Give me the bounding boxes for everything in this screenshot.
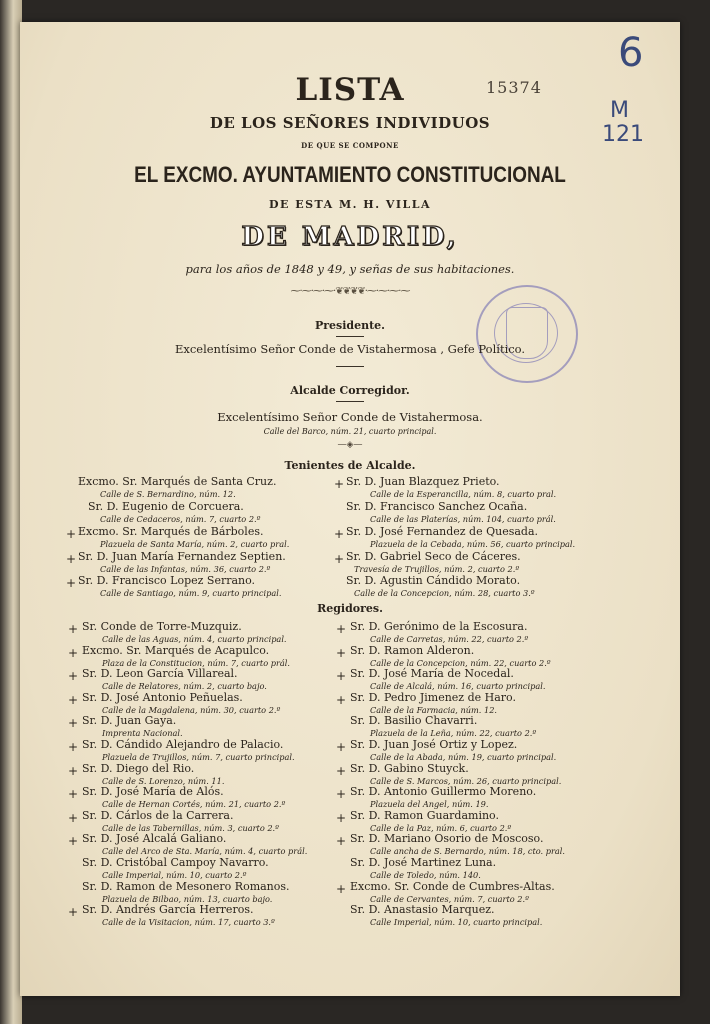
member-address: Plazuela de la Leña, núm. 22, cuarto 2.º xyxy=(370,728,537,739)
cross-mark-icon: + xyxy=(68,692,79,707)
member-address: Calle de las Infantas, núm. 36, cuarto 2.º xyxy=(100,564,271,574)
list-item xyxy=(346,550,521,574)
list-item xyxy=(350,620,528,644)
member-name: Sr. D. Juan Gaya. xyxy=(82,714,177,728)
member-name: Excmo. Sr. Conde de Cumbres-Altas. xyxy=(350,879,555,893)
cross-mark-icon: + xyxy=(336,834,347,849)
list-item xyxy=(78,475,276,499)
regidores-heading: Regidores. xyxy=(317,602,383,615)
list-item xyxy=(82,644,290,668)
accession-number: 15374 xyxy=(486,78,542,97)
member-name: Sr. D. Andrés García Herreros. xyxy=(82,903,254,917)
member-address: Calle de la Visitacion, núm. 17, cuarto 3.º xyxy=(102,917,275,928)
cross-mark-icon: + xyxy=(336,622,347,636)
member-address: Plazuela de Trujillos, núm. 7, cuarto principal. xyxy=(102,752,295,762)
member-name: Sr. D. Cárlos de la Carrera. xyxy=(82,808,234,822)
cross-mark-icon: + xyxy=(334,477,345,491)
member-address: Calle de S. Bernardino, núm. 12. xyxy=(100,489,236,499)
list-item xyxy=(346,475,556,499)
cross-mark-icon: + xyxy=(68,669,79,684)
list-item xyxy=(82,832,307,856)
cross-mark-icon: + xyxy=(334,527,345,541)
president-heading: Presidente. xyxy=(314,319,386,332)
body-name: EL EXCMO. AYUNTAMIENTO CONSTITUCIONAL xyxy=(134,162,566,187)
member-name: Sr. D. Ramon Guardamino. xyxy=(350,808,499,822)
pencil-mark-letter: M xyxy=(610,98,629,123)
cross-mark-icon: + xyxy=(68,834,79,849)
member-address: Plazuela del Angel, núm. 19. xyxy=(370,799,489,810)
member-address: Calle de la Farmacia, núm. 12. xyxy=(370,704,498,715)
title: LISTA xyxy=(295,72,405,108)
member-address: Calle de las Aguas, núm. 4, cuarto principal. xyxy=(102,634,287,644)
cross-mark-icon: + xyxy=(68,622,79,636)
cross-mark-icon: + xyxy=(336,645,347,660)
cross-mark-icon: + xyxy=(68,645,79,660)
list-item xyxy=(82,620,287,644)
member-name: Sr. D. Pedro Jimenez de Haro. xyxy=(350,690,516,704)
member-address: Calle de S. Marcos, núm. 26, cuarto principal. xyxy=(370,775,562,786)
member-address: Plazuela de Bilbao, núm. 13, cuarto bajo. xyxy=(102,893,273,904)
member-address: Calle de las Tabernillas, núm. 3, cuarto 2.º xyxy=(102,822,280,833)
cross-mark-icon: + xyxy=(336,787,347,802)
cross-mark-icon: + xyxy=(334,552,345,566)
divider xyxy=(336,366,364,367)
list-item xyxy=(88,500,261,524)
member-name: Sr. D. Gerónimo de la Escosura. xyxy=(350,620,528,633)
list-item xyxy=(350,880,555,904)
member-address: Calle del Arco de Sta. María, núm. 4, cuarto prál. xyxy=(102,846,308,857)
member-address: Calle de Alcalá, núm. 16, cuarto principal. xyxy=(370,681,546,692)
small-line: DE QUE SE COMPONE xyxy=(301,141,399,150)
library-stamp-icon xyxy=(476,285,578,383)
member-name: Sr. D. José Martinez Luna. xyxy=(350,856,497,869)
list-item xyxy=(78,574,281,598)
member-name: Sr. D. José María de Alós. xyxy=(82,785,224,799)
member-name: Sr. D. Cándido Alejandro de Palacio. xyxy=(82,738,284,751)
cross-mark-icon: + xyxy=(68,810,79,825)
member-address: Calle de las Platerías, núm. 104, cuarto prál. xyxy=(370,514,556,524)
member-name: Sr. D. Francisco Lopez Serrano. xyxy=(78,574,256,587)
subtitle: DE LOS SEÑORES INDIVIDUOS xyxy=(209,114,491,132)
member-name: Sr. D. Juan Blazquez Prieto. xyxy=(346,475,500,488)
member-address: Calle de Relatores, núm. 2, cuarto bajo. xyxy=(102,681,267,692)
member-address: Calle de la Concepcion, núm. 28, cuarto 3.º xyxy=(354,588,535,598)
cross-mark-icon: + xyxy=(66,552,77,566)
list-item xyxy=(78,550,286,574)
member-address: Calle de Hernan Cortés, núm. 21, cuarto 2.º xyxy=(102,799,286,810)
cross-mark-icon: + xyxy=(336,692,347,707)
cross-mark-icon: + xyxy=(336,881,347,896)
member-name: Sr. Conde de Torre-Muzquiz. xyxy=(82,620,242,633)
list-item xyxy=(350,903,542,927)
member-name: Sr. D. Anastasio Marquez. xyxy=(350,903,495,917)
list-item xyxy=(82,856,269,880)
member-name: Sr. D. José María de Nocedal. xyxy=(350,667,514,681)
cross-mark-icon: + xyxy=(336,810,347,825)
member-address: Calle Imperial, núm. 10, cuarto principal. xyxy=(370,917,543,928)
cross-mark-icon: + xyxy=(68,716,79,731)
member-address: Calle de la Abada, núm. 19, cuarto principal. xyxy=(370,752,557,762)
member-name: Sr. D. Gabriel Seco de Cáceres. xyxy=(346,550,521,563)
cross-mark-icon: + xyxy=(68,787,79,802)
list-item xyxy=(82,691,280,715)
list-item xyxy=(82,809,279,833)
member-address: Travesía de Trujillos, núm. 2, cuarto 2.º xyxy=(354,564,520,574)
member-address: Calle de la Esperancilla, núm. 8, cuarto pral. xyxy=(370,489,557,499)
member-address: Calle de la Paz, núm. 6, cuarto 2.º xyxy=(370,822,512,833)
cross-mark-icon: + xyxy=(68,905,79,920)
member-address: Calle Imperial, núm. 10, cuarto 2.º xyxy=(102,870,247,880)
list-item xyxy=(350,714,536,738)
member-name: Sr. D. Ramon de Mesonero Romanos. xyxy=(82,879,290,893)
list-item xyxy=(346,500,556,524)
member-name: Sr. D. Basilio Chavarri. xyxy=(350,714,478,728)
member-address: Calle de Carretas, núm. 22, cuarto 2.º xyxy=(370,634,529,644)
member-name: Sr. D. Agustin Cándido Morato. xyxy=(346,574,521,587)
member-address: Calle de la Magdalena, núm. 30, cuarto 2.º xyxy=(102,704,281,715)
list-item xyxy=(82,903,275,927)
ornament-divider: —◈— xyxy=(337,440,363,450)
list-item xyxy=(350,691,516,715)
list-item xyxy=(350,667,545,691)
member-address: Calle de Cedaceros, núm. 7, cuarto 2.º xyxy=(100,514,261,524)
member-name: Sr. D. Diego del Rio. xyxy=(82,761,195,775)
member-address: Plaza de la Constitucion, núm. 7, cuarto prál. xyxy=(102,657,291,668)
cross-mark-icon: + xyxy=(336,669,347,684)
pencil-mark-number: 6 xyxy=(618,30,644,76)
list-item xyxy=(350,644,551,668)
cross-mark-icon: + xyxy=(336,740,347,754)
member-address: Calle ancha de S. Bernardo, núm. 18, cto. pral. xyxy=(370,846,566,857)
member-name: Sr. D. Leon García Villareal. xyxy=(82,667,238,681)
list-item xyxy=(350,785,536,809)
member-name: Sr. D. José Fernandez de Quesada. xyxy=(346,525,539,538)
member-name: Sr. D. Mariano Osorio de Moscoso. xyxy=(350,832,544,846)
member-address: Calle de Santiago, núm. 9, cuarto principal. xyxy=(100,588,282,598)
alcalde-name: Excelentísimo Señor Conde de Vistahermosa. xyxy=(217,410,483,424)
president-name: Excelentísimo Señor Conde de Vistahermosa , Gefe Político. xyxy=(174,342,526,356)
tenientes-heading: Tenientes de Alcalde. xyxy=(284,459,416,472)
city-title: DE MADRID, xyxy=(241,222,459,252)
list-item xyxy=(350,762,561,786)
cross-mark-icon: + xyxy=(336,763,347,778)
list-item xyxy=(346,574,535,598)
list-item xyxy=(350,738,556,762)
member-name: Sr. D. José Alcalá Galiano. xyxy=(82,832,227,846)
member-name: Sr. D. Juan José Ortiz y Lopez. xyxy=(350,738,518,751)
list-item xyxy=(350,856,496,880)
member-address: Plazuela de Santa María, núm. 2, cuarto pral. xyxy=(100,539,290,549)
list-item xyxy=(82,785,285,809)
member-address: Calle de Toledo, núm. 140. xyxy=(370,870,481,880)
member-name: Sr. D. Ramon Alderon. xyxy=(350,643,475,657)
list-item xyxy=(82,880,290,904)
cross-mark-icon: + xyxy=(66,576,77,590)
member-name: Excmo. Sr. Marqués de Bárboles. xyxy=(78,525,264,538)
pencil-mark-shelf: 121 xyxy=(602,122,644,147)
member-name: Excmo. Sr. Marqués de Santa Cruz. xyxy=(78,475,277,488)
member-name: Sr. D. Eugenio de Corcuera. xyxy=(88,500,244,513)
alcalde-heading: Alcalde Corregidor. xyxy=(290,384,410,397)
member-address: Calle de S. Lorenzo, núm. 11. xyxy=(102,775,225,786)
member-name: Excmo. Sr. Marqués de Acapulco. xyxy=(82,643,270,657)
member-address: Calle de Cervantes, núm. 7, cuarto 2.º xyxy=(370,893,529,904)
cross-mark-icon: + xyxy=(66,527,77,541)
member-address: Plazuela de la Cebada, núm. 56, cuarto principal. xyxy=(370,539,576,549)
list-item xyxy=(82,714,183,738)
member-name: Sr. D. Francisco Sanchez Ocaña. xyxy=(346,500,528,513)
list-item xyxy=(82,667,267,691)
book-spine xyxy=(0,0,22,1024)
cross-mark-icon: + xyxy=(68,763,79,778)
alcalde-address: Calle del Barco, núm. 21, cuarto principal. xyxy=(263,427,437,436)
member-name: Sr. D. Juan María Fernandez Septien. xyxy=(78,550,286,563)
list-item xyxy=(350,809,511,833)
list-item xyxy=(82,738,295,762)
divider xyxy=(336,336,364,337)
member-name: Sr. D. Cristóbal Campoy Navarro. xyxy=(82,856,269,869)
member-name: Sr. D. Antonio Guillermo Moreno. xyxy=(350,785,537,799)
list-item xyxy=(350,832,565,856)
member-address: Calle de la Concepcion, núm. 22, cuarto 2.º xyxy=(370,657,551,668)
member-address: Imprenta Nacional. xyxy=(102,728,183,739)
document-page xyxy=(20,22,680,996)
years-line: para los años de 1848 y 49, y señas de sus habitaciones. xyxy=(185,262,515,276)
divider xyxy=(336,401,364,402)
ornament-divider: ⁓·⁓·⁓·⁓·❦❦❦❦·⁓·⁓·⁓·⁓ xyxy=(290,286,410,297)
member-name: Sr. D. José Antonio Peñuelas. xyxy=(82,690,243,704)
list-item xyxy=(82,762,224,786)
list-item xyxy=(78,525,289,549)
list-item xyxy=(346,525,575,549)
of-line: DE ESTA M. H. VILLA xyxy=(268,198,432,211)
cross-mark-icon: + xyxy=(68,740,79,754)
member-name: Sr. D. Gabino Stuyck. xyxy=(350,761,469,775)
